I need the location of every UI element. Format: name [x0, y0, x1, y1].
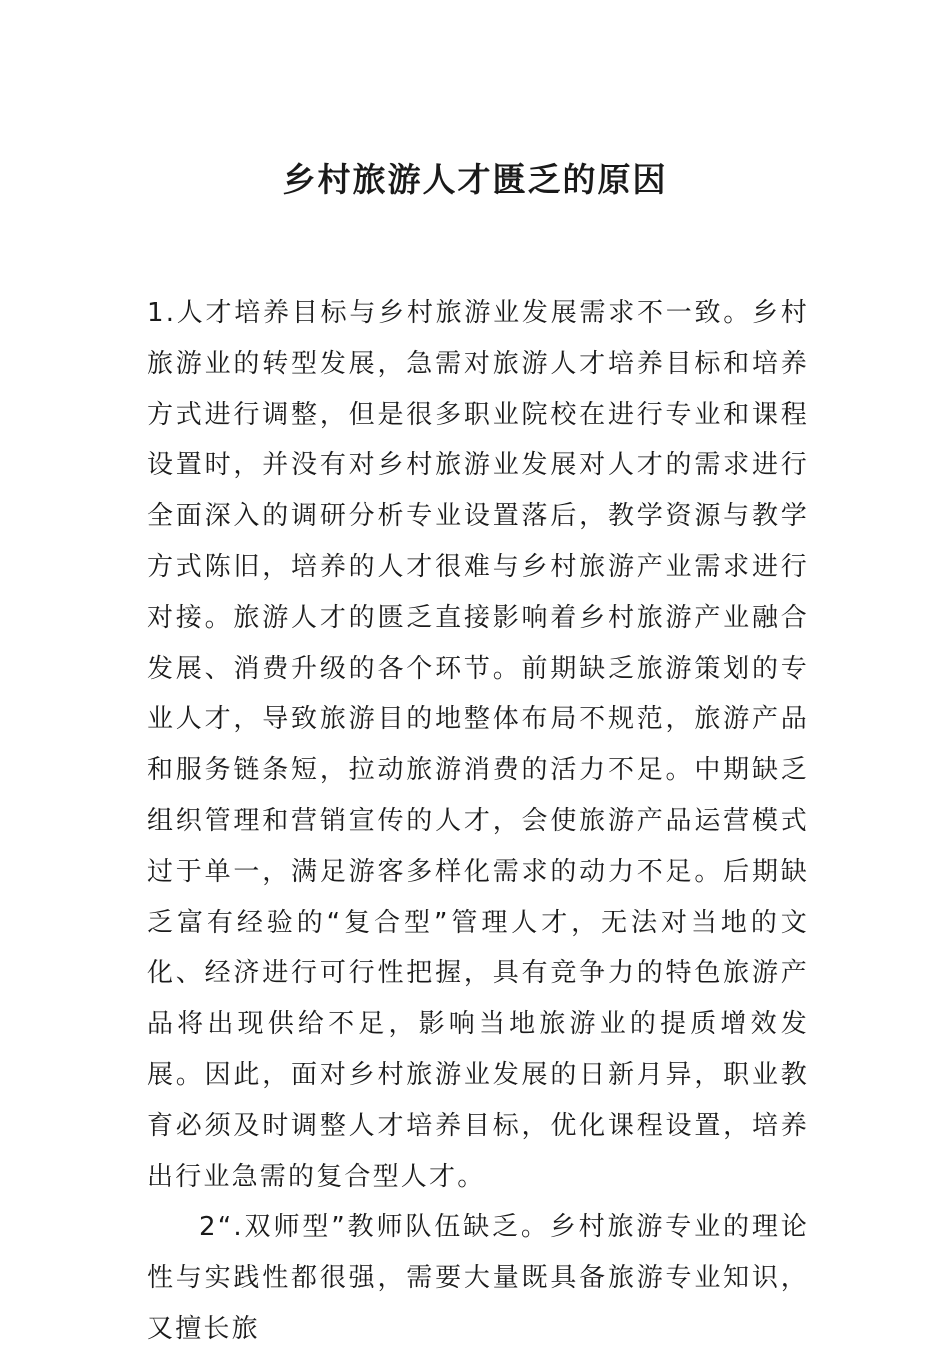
document-title: 乡村旅游人才匮乏的原因 — [282, 160, 668, 199]
paragraph-1: 1.人才培养目标与乡村旅游业发展需求不一致。乡村旅游业的转型发展，急需对旅游人才培养目标和培养方式进行调整，但是很多职业院校在进行专业和课程设置时，并没有对乡村旅游业发展对人才的需求进行全面深入的调研分析专业设置落后，教学资源与教学方式陈旧，培养的人才很难与乡村旅游产业需求进行对接。旅游人才的匮乏直接影响着乡村旅游产业融合发展、消费升级的各个环节。前期缺乏旅游策划的专业人才，导致旅游目的地整体布局不规范，旅游产品和服务链条短，拉动旅游消费的活力不足。中期缺乏组织管理和营销宣传的人才，会使旅游产品运营模式过于单一，满足游客多样化需求的动力不足。后期缺乏富有经验的“复合型”管理人才，无法对当地的文化、经济进行可行性把握，具有竞争力的特色旅游产品将出现供给不足，影响当地旅游业的提质增效发展。因此，面对乡村旅游业发展的日新月异，职业教育必须及时调整人才培养目标，优化课程设置，培养出行业急需的复合型人才。 — [147, 298, 809, 1192]
paragraph-2: 2“.双师型”教师队伍缺乏。乡村旅游专业的理论性与实践性都很强，需要大量既具备旅游专业知识，又擅长旅 — [147, 1212, 809, 1344]
document-body — [147, 288, 809, 1355]
